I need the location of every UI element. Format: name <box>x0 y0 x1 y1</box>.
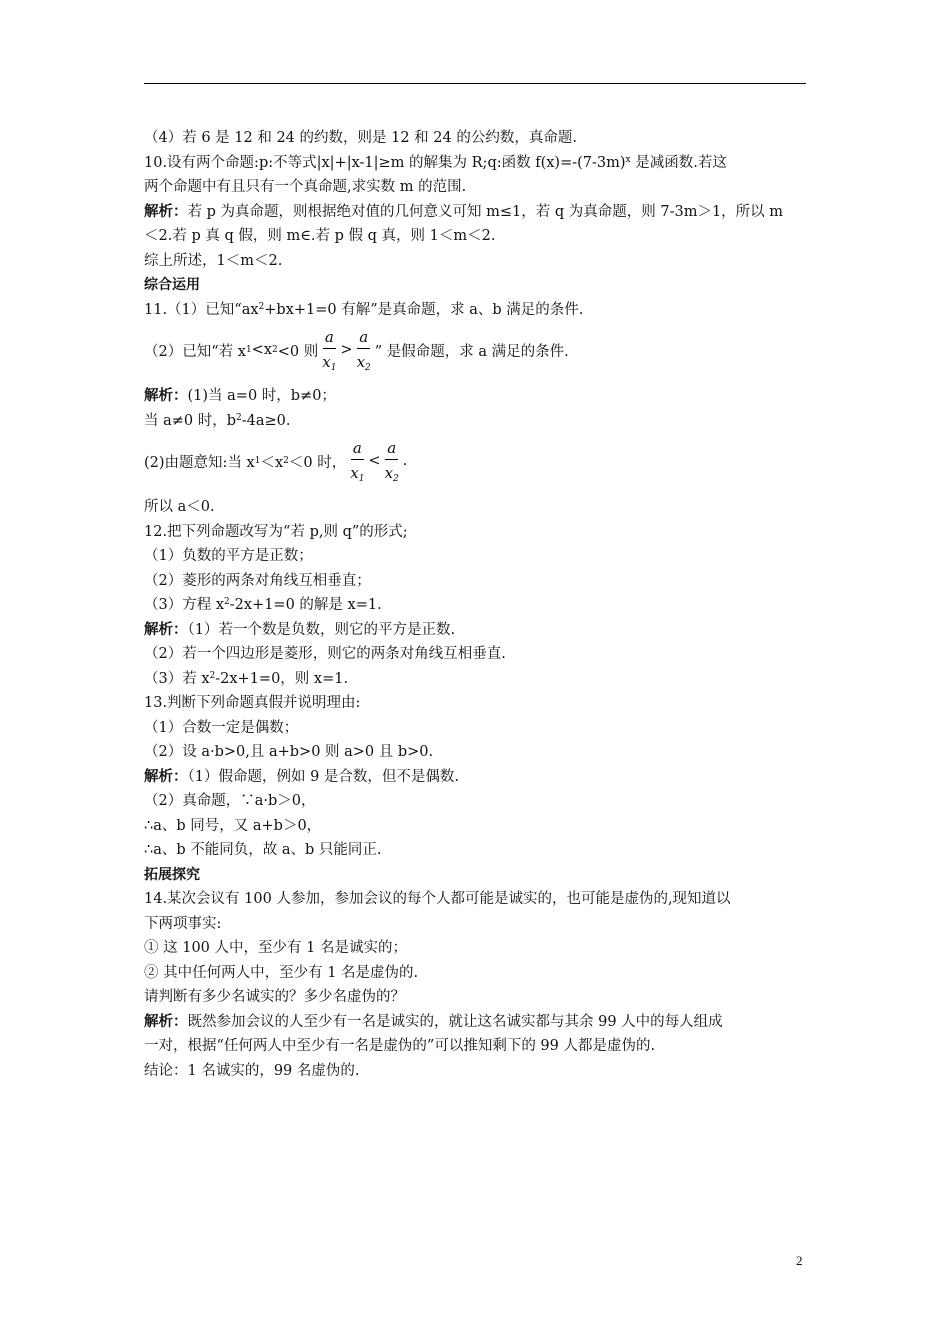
analysis-line: 解析：（1）假命题，例如 9 是合数，但不是偶数. <box>144 767 460 785</box>
fraction: $\frac{a}{x_1}$ <box>350 439 365 484</box>
text-line: （2）若一个四边形是菱形，则它的两条对角线互相垂直. <box>144 646 506 662</box>
problem-10-line: 10.设有两个命题:p:不等式|x|+|x-1|≥m 的解集为 R;q:函数 $f(x)=-(7-3m)^x$ 是减函数.若这 <box>144 154 727 171</box>
text-line: ∴a、b 不能同负，故 a、b 只能同正. <box>144 842 382 858</box>
text-line: 结论：1 名诚实的，99 名虚伪的. <box>144 1062 360 1079</box>
fraction: $\frac{a}{x_2}$ <box>356 328 371 373</box>
text-line: ② 其中任何两人中，至少有 1 名是虚伪的. <box>144 964 419 981</box>
text-line: 下两项事实: <box>144 915 222 932</box>
section-heading: 拓展探究 <box>144 866 200 883</box>
analysis-line: 解析：（1）若一个数是负数，则它的平方是正数. <box>144 620 456 638</box>
problem-13-line: 13.判断下列命题真假并说明理由: <box>144 695 361 711</box>
text-line: ① 这 100 人中，至少有 1 名是诚实的； <box>144 940 407 956</box>
analysis-label: 解析： <box>144 387 188 404</box>
text-line: （2）菱形的两条对角线互相垂直； <box>144 572 371 589</box>
page-number: 2 <box>796 1253 803 1268</box>
text-line: ＜2.若 p 真 q 假，则 m∈.若 p 假 q 真，则 1＜m＜2. <box>144 228 496 244</box>
text-line: ∴a、b 同号，又 a+b＞0， <box>144 817 322 834</box>
analysis-label: 解析： <box>144 620 188 638</box>
fraction: $\frac{a}{x_2}$ <box>384 439 399 484</box>
analysis-line: 解析：(1)当 a=0 时，b≠0； <box>144 387 336 404</box>
document-body <box>144 126 812 1083</box>
fraction: $\frac{a}{x_1}$ <box>322 328 337 373</box>
text-line: 所以 a＜0. <box>144 499 215 515</box>
text-line: （2）真命题，∵a·b＞0， <box>144 793 316 809</box>
fraction-line: （2）已知“若 x 1 <x 2 <0 则 $\frac{a}{x_1}$ > $\frac{a}{x_2}$ ” 是假命题，求 a 满足的条件. <box>144 328 569 373</box>
text-line: （2）设 a·b>0,且 a+b>0 则 a>0 且 b>0. <box>144 744 434 760</box>
analysis-label: 解析： <box>144 1012 188 1030</box>
problem-14-line: 14.某次会议有 100 人参加，参加会议的每个人都可能是诚实的，也可能是虚伪的,现知道以 <box>144 891 731 907</box>
header-rule <box>144 83 806 84</box>
text-line: 综上所述，1＜m＜2. <box>144 252 283 269</box>
text-line: 两个命题中有且只有一个真命题,求实数 m 的范围. <box>144 179 467 195</box>
text-line: （4）若 6 是 12 和 24 的约数，则是 12 和 24 的公约数，真命题. <box>144 130 577 146</box>
text-line: 当 a≠0 时，$b^2-4a\ge 0$. <box>144 412 291 429</box>
text-line: （3）若 $x^2-2x+1=0$，则 x=1. <box>144 670 349 687</box>
text-line: （3）方程 $x^2-2x+1=0$ 的解是 x=1. <box>144 597 382 613</box>
problem-11-line: 11.（1）已知“$ax^2+bx+1=0$ 有解”是真命题，求 a、b 满足的条件. <box>144 301 584 318</box>
text-line: 一对，根据“任何两人中至少有一名是虚伪的”可以推知剩下的 99 人都是虚伪的. <box>144 1038 656 1054</box>
fraction-line: (2)由题意知:当 x 1 ＜x 2 ＜0 时， $\frac{a}{x_1}$ < $\frac{a}{x_2}$ . <box>144 439 408 484</box>
analysis-label: 解析： <box>144 767 188 785</box>
text-line: 请判断有多少名诚实的？多少名虚伪的？ <box>144 989 405 1005</box>
analysis-line: 解析：若 p 为真命题，则根据绝对值的几何意义可知 m≤1，若 q 为真命题，则 7-3m＞1，所以 m <box>144 202 784 220</box>
analysis-label: 解析： <box>144 202 188 220</box>
analysis-line: 解析：既然参加会议的人至少有一名是诚实的，就让这名诚实都与其余 99 人中的每人组成 <box>144 1012 723 1030</box>
problem-12-line: 12.把下列命题改写为“若 p,则 q”的形式; <box>144 523 408 540</box>
text-line: （1）合数一定是偶数； <box>144 719 299 736</box>
text-line: （1）负数的平方是正数； <box>144 548 313 564</box>
section-heading: 综合运用 <box>144 277 200 293</box>
